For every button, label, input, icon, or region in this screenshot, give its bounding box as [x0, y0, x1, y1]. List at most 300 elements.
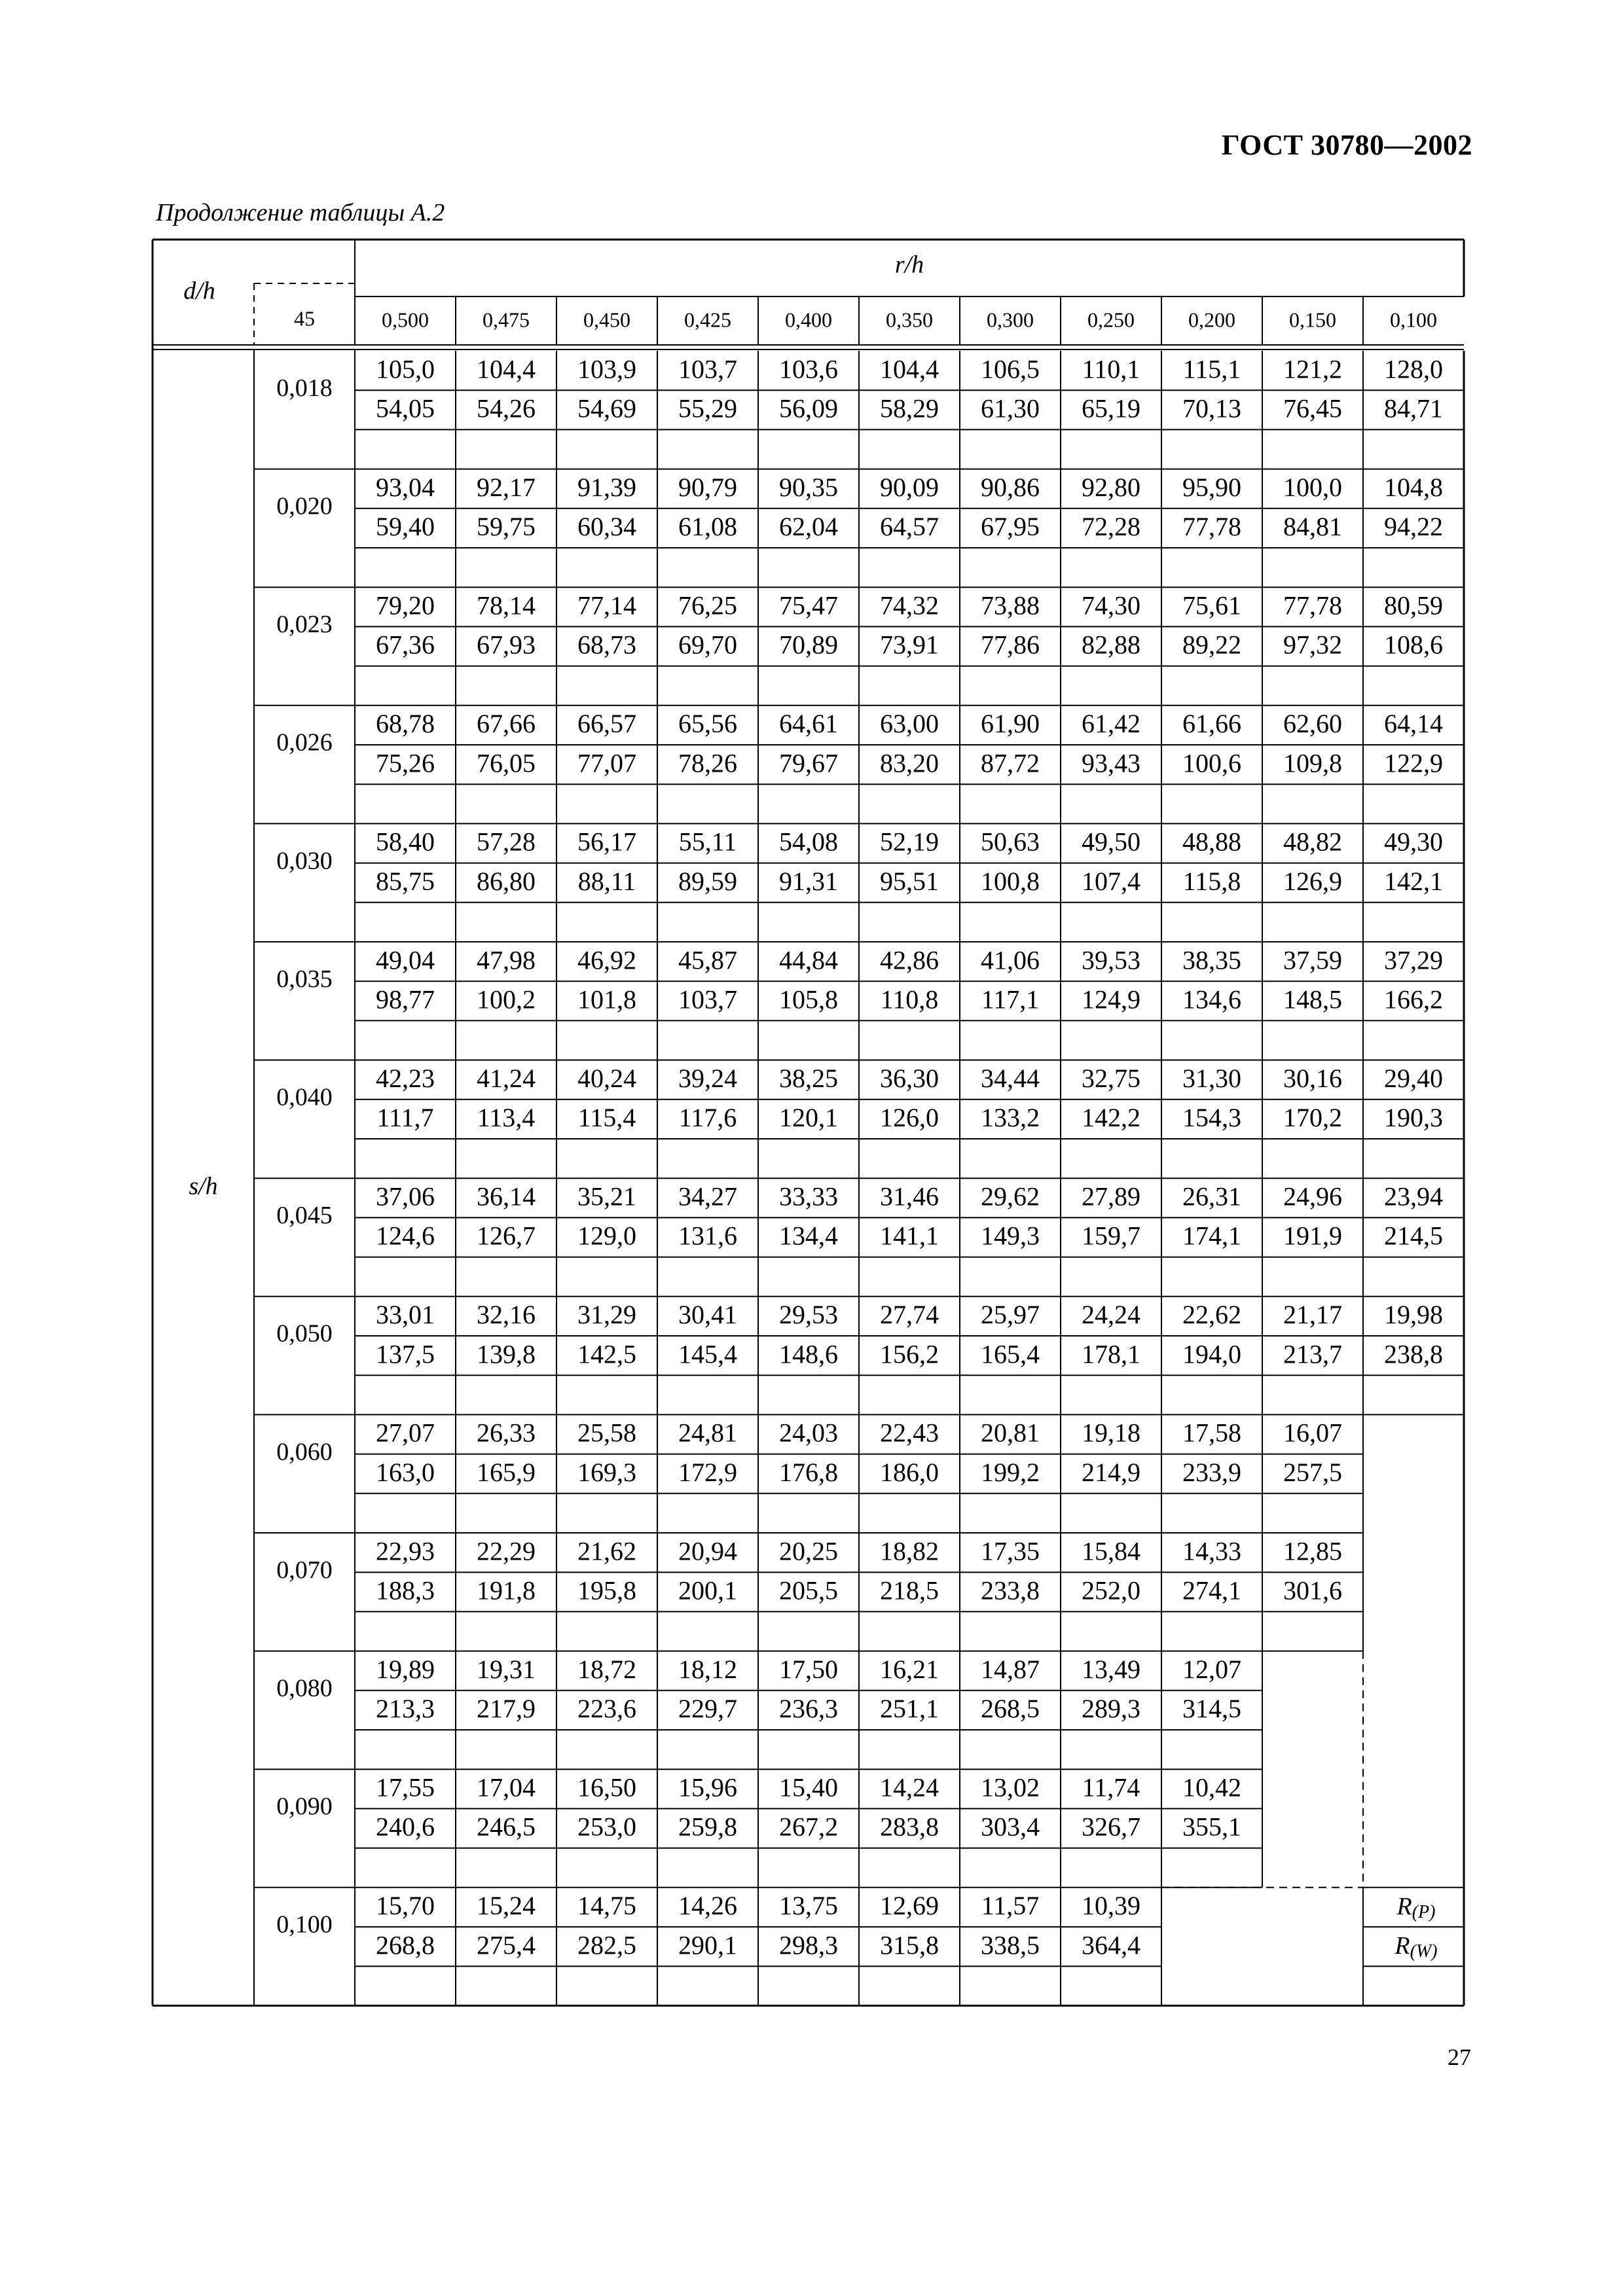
- value-cell: 82,88: [1082, 630, 1140, 660]
- value-cell: 29,53: [779, 1300, 838, 1330]
- value-cell: 133,2: [981, 1103, 1040, 1133]
- value-cell: 115,4: [577, 1103, 636, 1133]
- value-cell: 34,27: [678, 1181, 737, 1211]
- value-cell: 19,18: [1082, 1418, 1140, 1448]
- value-cell: 33,33: [779, 1181, 838, 1211]
- value-cell: 98,77: [376, 984, 435, 1014]
- value-cell: 40,24: [577, 1063, 636, 1093]
- value-cell: 257,5: [1283, 1457, 1342, 1487]
- value-cell: 275,4: [477, 1930, 536, 1960]
- column-header: 0,350: [886, 308, 933, 332]
- legend-rp: [1396, 1893, 1436, 1923]
- value-cell: 268,8: [376, 1930, 435, 1960]
- value-cell: 17,55: [376, 1772, 435, 1803]
- value-cell: 49,50: [1082, 827, 1140, 857]
- legend-rw-subscript: (W): [1410, 1941, 1438, 1962]
- value-cell: 315,8: [880, 1930, 939, 1960]
- value-cell: 74,30: [1082, 590, 1140, 620]
- value-cell: 19,31: [477, 1654, 536, 1684]
- value-cell: 62,04: [779, 512, 838, 542]
- value-cell: 69,70: [678, 630, 737, 660]
- value-cell: 18,72: [577, 1654, 636, 1684]
- value-cell: 97,32: [1283, 630, 1342, 660]
- value-cell: 94,22: [1384, 512, 1443, 542]
- value-cell: 22,62: [1182, 1300, 1241, 1330]
- value-cell: 14,75: [577, 1891, 636, 1921]
- row-label: 0,070: [276, 1556, 333, 1584]
- value-cell: 110,1: [1082, 354, 1140, 384]
- value-cell: 54,26: [477, 393, 536, 423]
- value-cell: 176,8: [779, 1457, 838, 1487]
- value-cell: 103,7: [678, 984, 737, 1014]
- value-cell: 12,07: [1182, 1654, 1241, 1684]
- value-cell: 77,07: [577, 748, 636, 778]
- value-cell: 10,39: [1082, 1891, 1140, 1921]
- value-cell: 92,80: [1082, 472, 1140, 502]
- column-header: 0,300: [987, 308, 1034, 332]
- value-cell: 191,9: [1283, 1221, 1342, 1251]
- value-cell: 100,6: [1182, 748, 1241, 778]
- value-cell: 21,62: [577, 1536, 636, 1566]
- value-cell: 26,31: [1182, 1181, 1241, 1211]
- value-cell: 274,1: [1182, 1575, 1241, 1605]
- value-cell: 154,3: [1182, 1103, 1241, 1133]
- value-cell: 253,0: [577, 1812, 636, 1842]
- value-cell: 240,6: [376, 1812, 435, 1842]
- value-cell: 106,5: [981, 354, 1040, 384]
- value-cell: 48,88: [1182, 827, 1241, 857]
- legend-rp-symbol: R: [1396, 1892, 1412, 1920]
- value-cell: 59,40: [376, 512, 435, 542]
- value-cell: 73,88: [981, 590, 1040, 620]
- value-cell: 29,62: [981, 1181, 1040, 1211]
- value-cell: 67,36: [376, 630, 435, 660]
- value-cell: 194,0: [1182, 1339, 1241, 1369]
- value-cell: 25,97: [981, 1300, 1040, 1330]
- value-cell: 229,7: [678, 1694, 737, 1724]
- value-cell: 61,66: [1182, 709, 1241, 739]
- column-header: 0,200: [1188, 308, 1235, 332]
- value-cell: 56,09: [779, 393, 838, 423]
- value-cell: 20,81: [981, 1418, 1040, 1448]
- value-cell: 364,4: [1082, 1930, 1140, 1960]
- value-cell: 90,79: [678, 472, 737, 502]
- value-cell: 290,1: [678, 1930, 737, 1960]
- value-cell: 73,91: [880, 630, 939, 660]
- value-cell: 78,14: [477, 590, 536, 620]
- value-cell: 25,58: [577, 1418, 636, 1448]
- value-cell: 13,02: [981, 1772, 1040, 1803]
- value-cell: 124,9: [1082, 984, 1140, 1014]
- value-cell: 166,2: [1384, 984, 1443, 1014]
- value-cell: 100,8: [981, 866, 1040, 896]
- value-cell: 61,42: [1082, 709, 1140, 739]
- column-header: 0,500: [382, 308, 429, 332]
- value-cell: 80,59: [1384, 590, 1443, 620]
- value-cell: 27,74: [880, 1300, 939, 1330]
- value-cell: 75,47: [779, 590, 838, 620]
- value-cell: 55,11: [678, 827, 737, 857]
- value-cell: 103,7: [678, 354, 737, 384]
- value-cell: 104,4: [880, 354, 939, 384]
- value-cell: 74,32: [880, 590, 939, 620]
- value-cell: 165,4: [981, 1339, 1040, 1369]
- value-cell: 205,5: [779, 1575, 838, 1605]
- value-cell: 15,40: [779, 1772, 838, 1803]
- value-cell: 298,3: [779, 1930, 838, 1960]
- row-label: 0,026: [276, 728, 333, 757]
- value-cell: 13,49: [1082, 1654, 1140, 1684]
- value-cell: 24,81: [678, 1418, 737, 1448]
- value-cell: 66,57: [577, 709, 636, 739]
- value-cell: 75,26: [376, 748, 435, 778]
- value-cell: 77,78: [1182, 512, 1241, 542]
- value-cell: 32,75: [1082, 1063, 1140, 1093]
- value-cell: 89,59: [678, 866, 737, 896]
- value-cell: 32,16: [477, 1300, 536, 1330]
- value-cell: 117,1: [981, 984, 1040, 1014]
- value-cell: 91,31: [779, 866, 838, 896]
- document-code: ГОСТ 30780—2002: [1221, 129, 1472, 161]
- value-cell: 84,71: [1384, 393, 1443, 423]
- value-cell: 89,22: [1182, 630, 1241, 660]
- value-cell: 18,12: [678, 1654, 737, 1684]
- value-cell: 58,40: [376, 827, 435, 857]
- value-cell: 103,6: [779, 354, 838, 384]
- value-cell: 314,5: [1182, 1694, 1241, 1724]
- value-cell: 170,2: [1283, 1103, 1342, 1133]
- value-cell: 126,9: [1283, 866, 1342, 896]
- value-cell: 61,30: [981, 393, 1040, 423]
- value-cell: 64,14: [1384, 709, 1443, 739]
- value-cell: 117,6: [678, 1103, 737, 1133]
- value-cell: 20,25: [779, 1536, 838, 1566]
- value-cell: 67,95: [981, 512, 1040, 542]
- column-header: 0,475: [483, 308, 530, 332]
- value-cell: 20,94: [678, 1536, 737, 1566]
- value-cell: 64,61: [779, 709, 838, 739]
- value-cell: 303,4: [981, 1812, 1040, 1842]
- value-cell: 283,8: [880, 1812, 939, 1842]
- value-cell: 267,2: [779, 1812, 838, 1842]
- value-cell: 27,07: [376, 1418, 435, 1448]
- value-cell: 223,6: [577, 1694, 636, 1724]
- value-cell: 115,1: [1182, 354, 1241, 384]
- value-cell: 186,0: [880, 1457, 939, 1487]
- value-cell: 23,94: [1384, 1181, 1443, 1211]
- value-cell: 57,28: [477, 827, 536, 857]
- value-cell: 100,2: [477, 984, 536, 1014]
- value-cell: 65,56: [678, 709, 737, 739]
- value-cell: 104,4: [477, 354, 536, 384]
- value-cell: 72,28: [1082, 512, 1140, 542]
- value-cell: 67,93: [477, 630, 536, 660]
- row-label: 0,045: [276, 1202, 333, 1230]
- value-cell: 95,51: [880, 866, 939, 896]
- value-cell: 17,50: [779, 1654, 838, 1684]
- value-cell: 24,24: [1082, 1300, 1140, 1330]
- row-label: 0,030: [276, 847, 333, 875]
- value-cell: 355,1: [1182, 1812, 1241, 1842]
- value-cell: 115,8: [1182, 866, 1241, 896]
- value-cell: 27,89: [1082, 1181, 1140, 1211]
- value-cell: 129,0: [577, 1221, 636, 1251]
- value-cell: 22,93: [376, 1536, 435, 1566]
- value-cell: 111,7: [376, 1103, 434, 1133]
- value-cell: 163,0: [376, 1457, 435, 1487]
- value-cell: 44,84: [779, 945, 838, 975]
- value-cell: 190,3: [1384, 1103, 1443, 1133]
- value-cell: 90,09: [880, 472, 939, 502]
- value-cell: 18,82: [880, 1536, 939, 1566]
- value-cell: 213,7: [1283, 1339, 1342, 1369]
- value-cell: 95,90: [1182, 472, 1241, 502]
- value-cell: 109,8: [1283, 748, 1342, 778]
- value-cell: 100,0: [1283, 472, 1342, 502]
- value-cell: 68,73: [577, 630, 636, 660]
- row-label: 0,035: [276, 965, 333, 993]
- value-cell: 101,8: [577, 984, 636, 1014]
- value-cell: 134,4: [779, 1221, 838, 1251]
- value-cell: 191,8: [477, 1575, 536, 1605]
- value-cell: 15,96: [678, 1772, 737, 1803]
- value-cell: 268,5: [981, 1694, 1040, 1724]
- value-cell: 75,61: [1182, 590, 1241, 620]
- value-cell: 326,7: [1082, 1812, 1140, 1842]
- value-cell: 85,75: [376, 866, 435, 896]
- value-cell: 172,9: [678, 1457, 737, 1487]
- value-cell: 42,23: [376, 1063, 435, 1093]
- value-cell: 110,8: [880, 984, 939, 1014]
- value-cell: 15,84: [1082, 1536, 1140, 1566]
- value-cell: 19,98: [1384, 1300, 1443, 1330]
- value-cell: 251,1: [880, 1694, 939, 1724]
- value-cell: 178,1: [1082, 1339, 1140, 1369]
- value-cell: 15,70: [376, 1891, 435, 1921]
- value-cell: 65,19: [1082, 393, 1140, 423]
- value-cell: 50,63: [981, 827, 1040, 857]
- row-label: 0,060: [276, 1438, 333, 1466]
- value-cell: 77,86: [981, 630, 1040, 660]
- value-cell: 49,30: [1384, 827, 1443, 857]
- value-cell: 61,90: [981, 709, 1040, 739]
- value-cell: 128,0: [1384, 354, 1443, 384]
- value-cell: 47,98: [477, 945, 536, 975]
- value-cell: 70,89: [779, 630, 838, 660]
- value-cell: 213,3: [376, 1694, 435, 1724]
- value-cell: 90,86: [981, 472, 1040, 502]
- column-header: 0,150: [1289, 308, 1336, 332]
- value-cell: 107,4: [1082, 866, 1140, 896]
- value-cell: 137,5: [376, 1339, 435, 1369]
- value-cell: 54,05: [376, 393, 435, 423]
- value-cell: 282,5: [577, 1930, 636, 1960]
- legend-rp-subscript: (P): [1412, 1902, 1436, 1923]
- value-cell: 156,2: [880, 1339, 939, 1369]
- value-cell: 49,04: [376, 945, 435, 975]
- value-cell: 134,6: [1182, 984, 1241, 1014]
- table-caption: Продолжение таблицы А.2: [156, 199, 445, 226]
- value-cell: 199,2: [981, 1457, 1040, 1487]
- value-cell: 76,05: [477, 748, 536, 778]
- value-cell: 165,9: [477, 1457, 536, 1487]
- value-cell: 113,4: [477, 1103, 536, 1133]
- value-cell: 37,29: [1384, 945, 1443, 975]
- value-cell: 105,0: [376, 354, 435, 384]
- value-cell: 200,1: [678, 1575, 737, 1605]
- value-cell: 218,5: [880, 1575, 939, 1605]
- value-cell: 233,9: [1182, 1457, 1241, 1487]
- value-cell: 11,57: [981, 1891, 1040, 1921]
- value-cell: 142,5: [577, 1339, 636, 1369]
- value-cell: 148,5: [1283, 984, 1342, 1014]
- value-cell: 139,8: [477, 1339, 536, 1369]
- value-cell: 17,04: [477, 1772, 536, 1803]
- value-cell: 56,17: [577, 827, 636, 857]
- value-cell: 259,8: [678, 1812, 737, 1842]
- page-number: 27: [1448, 2044, 1471, 2070]
- legend-rw: [1394, 1932, 1437, 1962]
- value-cell: 45,87: [678, 945, 737, 975]
- value-cell: 31,46: [880, 1181, 939, 1211]
- row-label: 0,050: [276, 1319, 333, 1348]
- value-cell: 14,33: [1182, 1536, 1241, 1566]
- value-cell: 26,33: [477, 1418, 536, 1448]
- value-cell: 87,72: [981, 748, 1040, 778]
- value-cell: 88,11: [577, 866, 636, 896]
- value-cell: 86,80: [477, 866, 536, 896]
- value-cell: 124,6: [376, 1221, 435, 1251]
- value-cell: 64,57: [880, 512, 939, 542]
- value-cell: 126,7: [477, 1221, 536, 1251]
- value-cell: 252,0: [1082, 1575, 1140, 1605]
- value-cell: 21,17: [1283, 1300, 1342, 1330]
- value-cell: 39,24: [678, 1063, 737, 1093]
- row-label: 0,023: [276, 611, 333, 639]
- value-cell: 11,74: [1082, 1772, 1140, 1803]
- row-label: 0,040: [276, 1083, 333, 1111]
- value-cell: 31,30: [1182, 1063, 1241, 1093]
- value-cell: 76,45: [1283, 393, 1342, 423]
- legend-rw-symbol: R: [1395, 1931, 1410, 1960]
- value-cell: 55,29: [678, 393, 737, 423]
- value-cell: 90,35: [779, 472, 838, 502]
- value-cell: 78,26: [678, 748, 737, 778]
- value-cell: 236,3: [779, 1694, 838, 1724]
- value-cell: 120,1: [779, 1103, 838, 1133]
- value-cell: 104,8: [1384, 472, 1443, 502]
- value-cell: 16,21: [880, 1654, 939, 1684]
- value-cell: 30,41: [678, 1300, 737, 1330]
- value-cell: 22,29: [477, 1536, 536, 1566]
- value-cell: 13,75: [779, 1891, 838, 1921]
- value-cell: 38,25: [779, 1063, 838, 1093]
- value-cell: 131,6: [678, 1221, 737, 1251]
- value-cell: 17,58: [1182, 1418, 1241, 1448]
- value-cell: 24,96: [1283, 1181, 1342, 1211]
- value-cell: 126,0: [880, 1103, 939, 1133]
- value-cell: 233,8: [981, 1575, 1040, 1605]
- column-header: 0,400: [785, 308, 832, 332]
- value-cell: 12,69: [880, 1891, 939, 1921]
- value-cell: 121,2: [1283, 354, 1342, 384]
- value-cell: 12,85: [1283, 1536, 1342, 1566]
- value-cell: 22,43: [880, 1418, 939, 1448]
- value-cell: 145,4: [678, 1339, 737, 1369]
- value-cell: 289,3: [1082, 1694, 1140, 1724]
- value-cell: 29,40: [1384, 1063, 1443, 1093]
- value-cell: 68,78: [376, 709, 435, 739]
- value-cell: 103,9: [577, 354, 636, 384]
- value-cell: 30,16: [1283, 1063, 1342, 1093]
- value-cell: 159,7: [1082, 1221, 1140, 1251]
- value-cell: 31,29: [577, 1300, 636, 1330]
- value-cell: 16,07: [1283, 1418, 1342, 1448]
- value-cell: 77,14: [577, 590, 636, 620]
- value-cell: 54,08: [779, 827, 838, 857]
- value-cell: 63,00: [880, 709, 939, 739]
- value-cell: 174,1: [1182, 1221, 1241, 1251]
- value-cell: 19,89: [376, 1654, 435, 1684]
- value-cell: 149,3: [981, 1221, 1040, 1251]
- value-cell: 41,24: [477, 1063, 536, 1093]
- value-cell: 91,39: [577, 472, 636, 502]
- value-cell: 105,8: [779, 984, 838, 1014]
- value-cell: 35,21: [577, 1181, 636, 1211]
- value-cell: 93,43: [1082, 748, 1140, 778]
- value-cell: 84,81: [1283, 512, 1342, 542]
- value-cell: 38,35: [1182, 945, 1241, 975]
- value-cell: 10,42: [1182, 1772, 1241, 1803]
- value-cell: 214,5: [1384, 1221, 1443, 1251]
- row-group-label-sh: s/h: [189, 1172, 218, 1200]
- value-cell: 48,82: [1283, 827, 1342, 857]
- value-cell: 301,6: [1283, 1575, 1342, 1605]
- value-cell: 52,19: [880, 827, 939, 857]
- value-cell: 214,9: [1082, 1457, 1140, 1487]
- row-label: 0,090: [276, 1793, 333, 1821]
- value-cell: 24,03: [779, 1418, 838, 1448]
- value-cell: 70,13: [1182, 393, 1241, 423]
- value-cell: 188,3: [376, 1575, 435, 1605]
- value-cell: 39,53: [1082, 945, 1140, 975]
- corner-label-dh: d/h: [183, 277, 215, 305]
- value-cell: 108,6: [1384, 630, 1443, 660]
- row-label: 0,100: [276, 1910, 333, 1939]
- value-cell: 17,35: [981, 1536, 1040, 1566]
- value-cell: 36,14: [477, 1181, 536, 1211]
- value-cell: 76,25: [678, 590, 737, 620]
- value-cell: 58,29: [880, 393, 939, 423]
- value-cell: 62,60: [1283, 709, 1342, 739]
- value-cell: 122,9: [1384, 748, 1443, 778]
- value-cell: 195,8: [577, 1575, 636, 1605]
- value-cell: 15,24: [477, 1891, 536, 1921]
- value-cell: 142,2: [1082, 1103, 1140, 1133]
- column-group-label-rh: r/h: [894, 251, 924, 279]
- corner-value: 45: [294, 306, 315, 331]
- value-cell: 148,6: [779, 1339, 838, 1369]
- value-cell: 238,8: [1384, 1339, 1443, 1369]
- row-label: 0,020: [276, 492, 333, 520]
- value-cell: 93,04: [376, 472, 435, 502]
- column-header: 0,450: [583, 308, 630, 332]
- value-cell: 33,01: [376, 1300, 435, 1330]
- value-cell: 92,17: [477, 472, 536, 502]
- value-cell: 83,20: [880, 748, 939, 778]
- value-cell: 37,06: [376, 1181, 435, 1211]
- value-cell: 61,08: [678, 512, 737, 542]
